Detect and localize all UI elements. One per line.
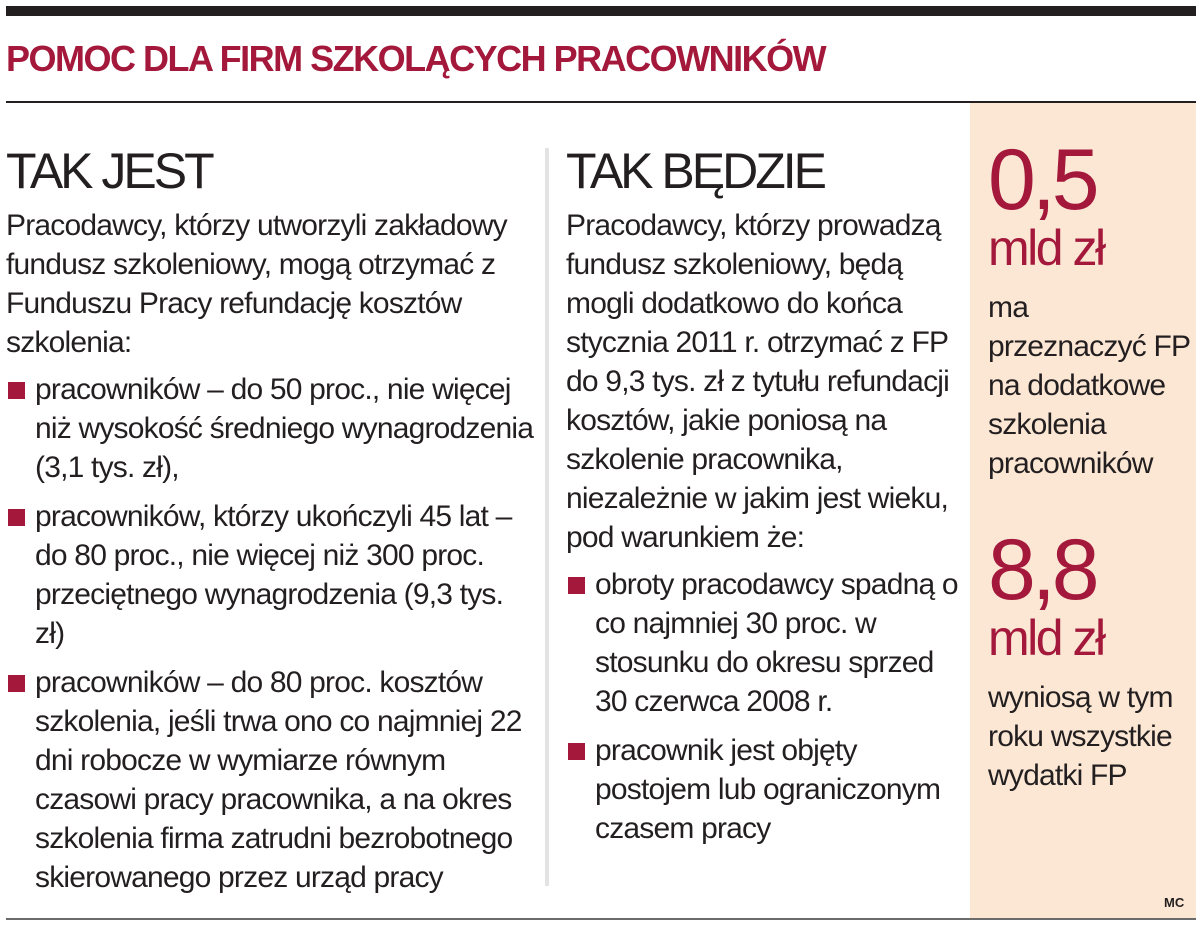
square-bullet-icon	[8, 509, 25, 526]
list-item	[566, 731, 966, 848]
author-credit: MC	[1164, 895, 1185, 910]
future-rules-column	[566, 140, 966, 858]
page-title: POMOC DLA FIRM SZKOLĄCYCH PRACOWNIKÓW	[6, 38, 826, 79]
list-item	[6, 370, 536, 487]
list-item-text: obroty pracodawcy spadną o co najmniej 30 proc. w stosunku do okresu sprzed 30 czerwca 2008 r.	[595, 568, 958, 718]
top-rule	[6, 6, 1196, 16]
stat-unit: mld zł	[988, 610, 1104, 666]
column-divider	[545, 148, 549, 886]
current-rules-list	[6, 370, 536, 897]
future-rules-list	[566, 565, 966, 848]
stat-description: ma przeznaczyć FP na dodatkowe szkolenia pracowników	[988, 291, 1190, 480]
future-rules-heading: TAK BĘDZIE	[566, 143, 825, 199]
stat-description: wyniosą w tym roku wszystkie wydatki FP	[988, 681, 1173, 792]
list-item	[6, 497, 536, 653]
list-item	[6, 663, 536, 897]
stat-unit: mld zł	[988, 220, 1104, 276]
list-item	[566, 565, 966, 721]
future-rules-intro: Pracodawcy, którzy prowadzą fundusz szkoleniowy, będą mogli dodatkowo do końca stycznia 2011 r. otrzymać z FP do 9,3 tys. zł z tytułu refundacji kosztów, jakie poniosą na szkolenie pracownika, niezależnie w jakim jest wieku, pod warunkiem że:	[566, 209, 950, 554]
stat-value: 0,5	[988, 132, 1096, 228]
current-rules-column	[6, 140, 536, 907]
square-bullet-icon	[568, 743, 585, 760]
list-item-text: pracownik jest objęty postojem lub ograniczonym czasem pracy	[595, 734, 941, 845]
stat-block	[988, 132, 1193, 483]
square-bullet-icon	[8, 382, 25, 399]
list-item-text: pracowników, którzy ukończyli 45 lat – do 80 proc., nie więcej niż 300 proc. przeciętnego wynagrodzenia (9,3 tys. zł)	[35, 500, 512, 650]
square-bullet-icon	[8, 675, 25, 692]
square-bullet-icon	[568, 577, 585, 594]
current-rules-intro: Pracodawcy, którzy utworzyli zakładowy fundusz szkoleniowy, mogą otrzymać z Funduszu Pracy refundację kosztów szkolenia:	[6, 209, 507, 359]
stat-value: 8,8	[988, 522, 1096, 618]
stat-block	[988, 522, 1193, 795]
list-item-text: pracowników – do 80 proc. kosztów szkolenia, jeśli trwa ono co najmniej 22 dni robocze w wymiarze równym czasowi pracy pracownika, a na okres szkolenia firma zatrudni bezrobotnego skierowanego przez urząd pracy	[35, 666, 522, 894]
bottom-rule	[6, 918, 1196, 920]
list-item-text: pracowników – do 50 proc., nie więcej niż wysokość średniego wynagrodzenia (3,1 tys. zł),	[35, 373, 534, 484]
current-rules-heading: TAK JEST	[6, 143, 212, 199]
